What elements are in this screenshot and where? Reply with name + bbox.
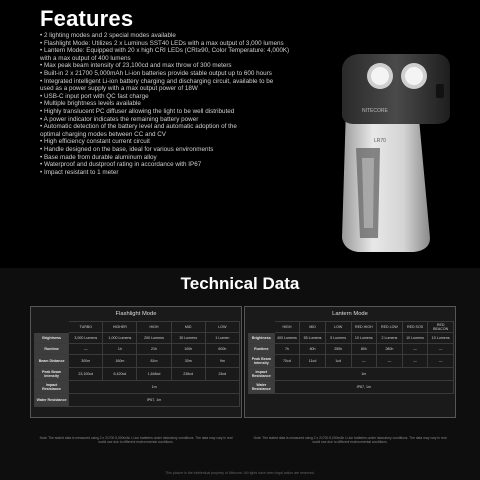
row-header: Runtime [35,344,69,355]
table-cell: 6,420cd [103,368,137,381]
copyright-footer: This picture is the intellectual property of Nitecore. All rights have been legal action are reserved. [165,471,315,475]
table-cell: 300m [69,355,103,368]
lantern-note: Note: The stated data is measured using 2 x 21700 5,000mAh Li-ion batteries under laboratory conditions. The data may vary in real world use due to different environmental conditions. [253,436,447,445]
feature-item: optimal charging modes between CC and CV [40,130,167,138]
feature-list [40,32,350,176]
flashlight-mode-title: Flashlight Mode [115,311,157,317]
feature-item: • Flashlight Mode: Utilizes 2 x Luminus SST40 LEDs with a max output of 3,000 lumens [40,39,284,47]
feature-item: • Highly translucent PC diffuser allowing the light to be well distributed [40,107,235,115]
row-header: Beam Distance [35,355,69,368]
table-cell: 600h [205,344,239,355]
table-row [35,355,240,368]
table-cell: IP67, 1m [69,394,240,407]
table-cell: 30 Lumens [171,333,205,344]
row-header: Water Resistance [35,394,69,407]
lantern-brand-label: NITECORE [362,108,388,114]
table-row [249,333,454,344]
table-cell: 200 Lumens [137,333,171,344]
column-header: HIGH [274,322,300,333]
column-header: LOW [325,322,351,333]
table-cell: 24cd [205,368,239,381]
table-cell: — [377,355,403,368]
table-corner [249,322,275,333]
row-header: Runtime [249,344,275,355]
feature-item: • Automatic detection of the battery level and automatic adoption of the [40,123,237,131]
table-cell: — [351,355,377,368]
feature-item: • Impact resistant to 1 meter [40,168,119,176]
column-header: TURBO [69,322,103,333]
table-cell: 2 Lumens [377,333,403,344]
table-cell: 160m [103,355,137,368]
table-row [35,394,240,407]
column-header: LOW [205,322,239,333]
table-cell: — [428,355,454,368]
table-cell: — [69,344,103,355]
table-row [249,344,454,355]
feature-item: • Base made from durable aluminum alloy [40,153,157,161]
table-cell: 1cd [325,355,351,368]
table-cell: — [402,344,428,355]
table-cell: — [428,344,454,355]
table-cell: 1 Lumen [205,333,239,344]
feature-item: • Lantern Mode: Equipped with 20 x high CRI LEDs (CRI≥90, Color Temperature: 4,000K) [40,47,290,55]
feature-item: • Built-in 2 x 21700 5,000mAh Li-ion batteries provide stable output up to 600 hours [40,69,272,77]
table-cell: 1m [274,368,453,381]
row-header: Brightness [249,333,275,344]
flashlight-mode-panel [30,306,242,418]
flashlight-spec-table [34,321,240,407]
table-cell: 60h [300,344,326,355]
lantern-product-image [318,38,468,258]
table-corner [35,322,69,333]
row-header: Water Resistance [249,381,275,394]
table-cell: IP67, 1m [274,381,453,394]
table-cell: 280h [377,344,403,355]
table-cell: 100h [171,344,205,355]
column-header: MID [171,322,205,333]
table-cell: 80h [351,344,377,355]
row-header: Peak Beam Intensity [249,355,275,368]
table-cell: — [402,355,428,368]
column-header: HIGH [137,322,171,333]
column-header: RED SOS [402,322,428,333]
table-cell: 1h [103,344,137,355]
table-cell: 30m [171,355,205,368]
lantern-mode-title: Lantern Mode [332,311,368,317]
feature-item: • 2 lighting modes and 2 special modes available [40,32,176,39]
column-header: MID [300,322,326,333]
technical-title: Technical Data [180,274,300,293]
table-cell: 70cd [274,355,300,368]
flashlight-note: Note: The stated data is measured using 2 x 21700 5,000mAh Li-ion batteries under laboratory conditions. The data may vary in real world use due to different environmental conditions. [39,436,233,445]
table-cell: 3,000 Lumens [69,333,103,344]
column-header: RED HIGH [351,322,377,333]
table-cell: 1,000 Lumens [103,333,137,344]
feature-item: • A power indicator indicates the remaining battery power [40,115,199,123]
table-cell: 1,648cd [137,368,171,381]
feature-item: • USB-C input port with QC fast charge [40,92,149,100]
feature-item: • Multiple brightness levels available [40,100,141,108]
table-cell: 236cd [171,368,205,381]
table-cell: 10 Lumens [351,333,377,344]
table-cell: 1m [69,381,240,394]
column-header: RED LOW [377,322,403,333]
row-header: Impact Resistance [249,368,275,381]
table-row [35,333,240,344]
table-cell: 81m [137,355,171,368]
table-row [249,381,454,394]
feature-item: • Integrated intelligent Li-ion battery charging and discharging circuit, available to be [40,77,274,85]
row-header: Impact Resistance [35,381,69,394]
table-row [35,344,240,355]
table-row [249,368,454,381]
table-cell: 250h [325,344,351,355]
table-row [35,368,240,381]
table-cell: 5 Lumens [325,333,351,344]
feature-item: • Waterproof and dustproof rating in accordance with IP67 [40,161,202,169]
feature-item: with a max output of 400 lumens [40,54,131,62]
row-header: Brightness [35,333,69,344]
feature-item: • Handle designed on the base, ideal for various environments [40,145,214,153]
table-cell: 10 Lumens [428,333,454,344]
table-cell: 400 Lumens [274,333,300,344]
table-cell: 7h [274,344,300,355]
column-header: HIGHER [103,322,137,333]
table-cell: 9m [205,355,239,368]
column-header: RED BEACON [428,322,454,333]
table-cell: 21h [137,344,171,355]
feature-item: • Max peak beam intensity of 23,100cd and max throw of 300 meters [40,62,232,70]
table-row [35,381,240,394]
lantern-mode-panel [244,306,456,418]
feature-item: used as a power supply with a max output power of 18W [40,85,198,93]
row-header: Peak Beam Intensity [35,368,69,381]
table-cell: 11cd [300,355,326,368]
features-title: Features [40,6,134,31]
table-cell: 23,100cd [69,368,103,381]
lantern-model-label: LR70 [374,138,386,144]
feature-item: • High efficiency constant current circuit [40,138,150,146]
table-row [249,355,454,368]
table-cell: 55 Lumens [300,333,326,344]
table-cell: 10 Lumens [402,333,428,344]
lantern-spec-table [248,321,454,394]
